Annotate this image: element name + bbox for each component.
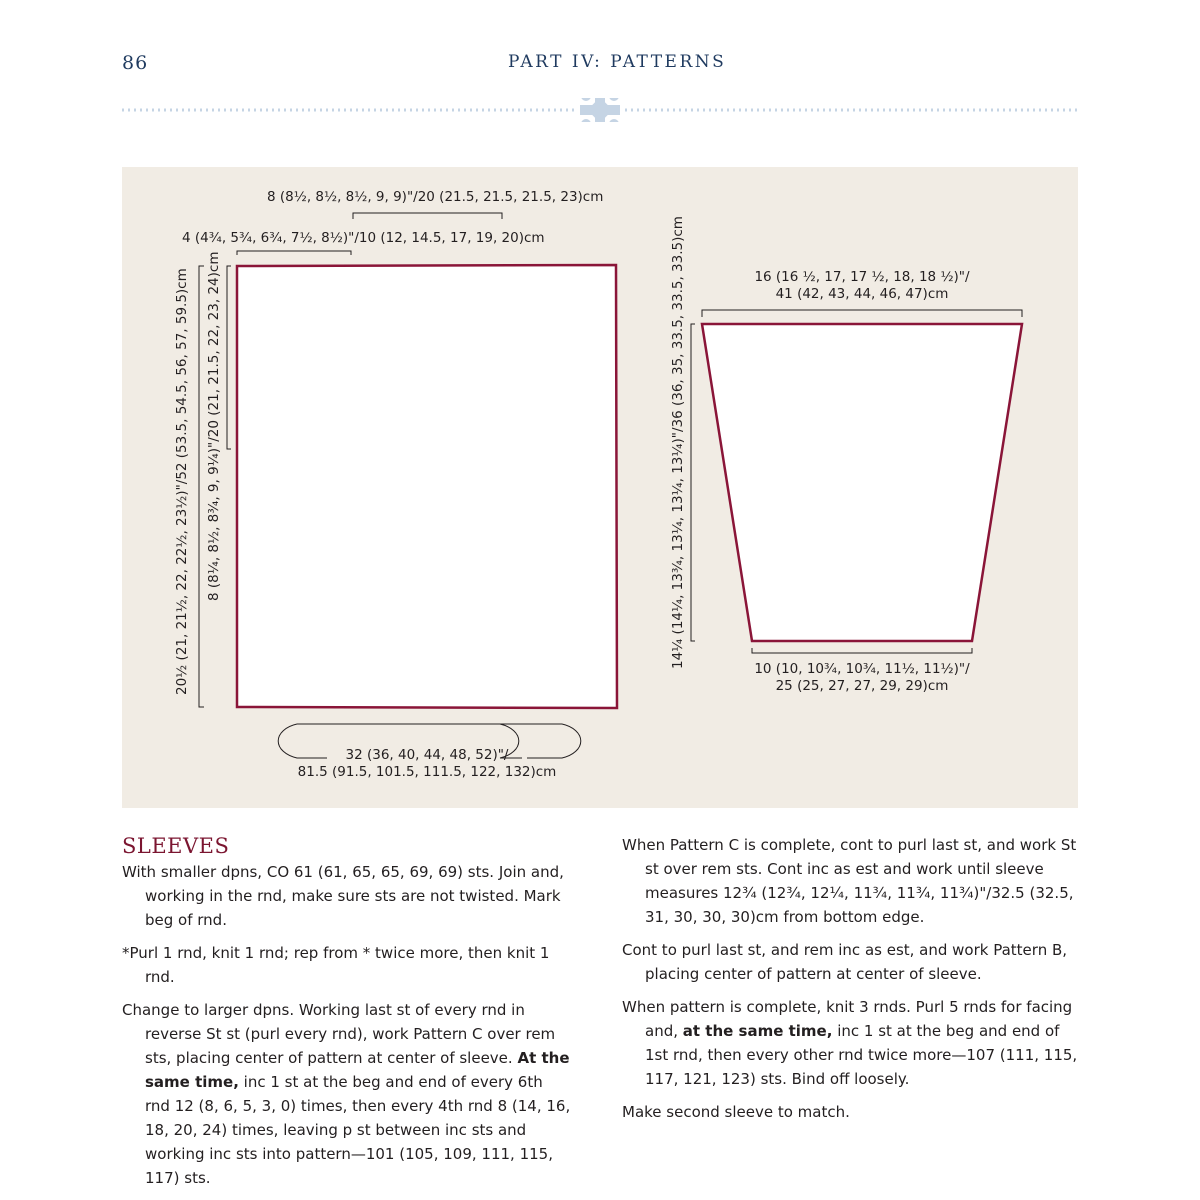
right-p3-bold: at the same time, <box>682 1022 833 1040</box>
right-p3-text-b: inc 1 st at the beg and end of 1st rnd, then every other rnd twice more—107 (111, 115, 117, 121, 123) sts. Bind off loosely. <box>645 1022 1078 1088</box>
circumference-label <box>272 747 582 781</box>
body-outline <box>237 265 617 708</box>
armhole-depth-bracket <box>227 266 231 449</box>
left-p3-text-a: Change to larger dpns. Working last st of every rnd in reverse St st (purl every rnd), work Pattern C over rem sts, placing center of pattern at center of sleeve. <box>122 1001 556 1067</box>
header-rule <box>0 98 1200 122</box>
neck-width-bracket <box>353 213 502 219</box>
sleeve-cuff-line-1: 10 (10, 10¾, 10¾, 11½, 11½)"/ <box>754 661 970 677</box>
shoulder-width-label: 4 (4¾, 5¾, 6¾, 7½, 8½)"/10 (12, 14.5, 17, 19, 20)cm <box>182 230 545 246</box>
right-paragraph-4: Make second sleeve to match. <box>622 1103 850 1121</box>
left-paragraph-2: *Purl 1 rnd, knit 1 rnd; rep from * twice more, then knit 1 rnd. <box>122 944 550 986</box>
sleeve-cuff-line-2: 25 (25, 27, 27, 29, 29)cm <box>775 677 949 694</box>
left-paragraph-3 <box>122 998 572 1190</box>
left-paragraph-1: With smaller dpns, CO 61 (61, 65, 65, 69, 69) sts. Join and, working in the rnd, make sure sts are not twisted. Mark beg of rnd. <box>122 863 564 929</box>
left-p3-text-b: inc 1 st at the beg and end of every 6th rnd 12 (8, 6, 5, 3, 0) times, then every 4th rnd 8 (14, 16, 18, 20, 24) times, leaving p st between inc sts and working inc sts into pattern—101 (105, 109, 111, 115, 117) sts. <box>145 1073 571 1187</box>
schematic-drawing <box>122 167 1078 808</box>
shoulder-width-bracket <box>237 251 351 255</box>
sleeve-top-line-1: 16 (16 ½, 17, 17 ½, 18, 18 ½)"/ <box>754 269 970 285</box>
total-length-label: 20½ (21, 21½, 22, 22½, 23½)"/52 (53.5, 54.5, 56, 57, 59.5)cm <box>174 268 190 695</box>
right-paragraph-1: When Pattern C is complete, cont to purl last st, and work St st over rem sts. Cont inc as est and work until sleeve measures 12¾ (12¾, 12¼, 11¾, 11¾, 11¾)"/32.5 (32.5, 31, 30, 30, 30)cm from bottom edge. <box>622 836 1077 926</box>
neck-width-label: 8 (8½, 8½, 8½, 9, 9)"/20 (21.5, 21.5, 21.5, 23)cm <box>267 189 604 205</box>
left-p3-bold: At the same time, <box>145 1049 570 1091</box>
snowflake-ornament-icon <box>580 98 620 122</box>
sleeve-outline <box>702 324 1022 641</box>
left-column <box>122 860 572 1199</box>
sleeve-cuff-bracket <box>752 648 972 653</box>
right-paragraph-2: Cont to purl last st, and rem inc as est, and work Pattern B, placing center of pattern at center of sleeve. <box>622 941 1068 983</box>
circumference-line-1: 32 (36, 40, 44, 48, 52)"/ <box>345 747 509 763</box>
total-length-bracket <box>199 266 204 707</box>
armhole-depth-label: 8 (8¼, 8½, 8¾, 9, 9¼)"/20 (21, 21.5, 22, 23, 24)cm <box>206 251 222 601</box>
sleeve-top-line-2: 41 (42, 43, 44, 46, 47)cm <box>775 285 949 302</box>
section-heading: SLEEVES <box>122 834 230 858</box>
running-head: PART IV: PATTERNS <box>508 52 727 72</box>
sleeve-cuff-width-label <box>712 661 1012 695</box>
right-p3-text-a: When pattern is complete, knit 3 rnds. Purl 5 rnds for facing and, <box>622 998 1073 1040</box>
schematic-panel <box>122 167 1078 808</box>
sleeve-length-bracket <box>691 324 695 641</box>
right-column <box>622 833 1078 1133</box>
page-number: 86 <box>122 52 149 74</box>
sleeve-top-bracket <box>702 310 1022 317</box>
sleeve-length-label: 14¼ (14¼, 13¾, 13¼, 13¼, 13¼)"/36 (36, 35, 33.5, 33.5, 33.5)cm <box>670 216 686 669</box>
sleeve-top-width-label <box>702 269 1022 303</box>
circumference-line-2: 81.5 (91.5, 101.5, 111.5, 122, 132)cm <box>297 763 557 780</box>
right-paragraph-3 <box>622 995 1078 1091</box>
